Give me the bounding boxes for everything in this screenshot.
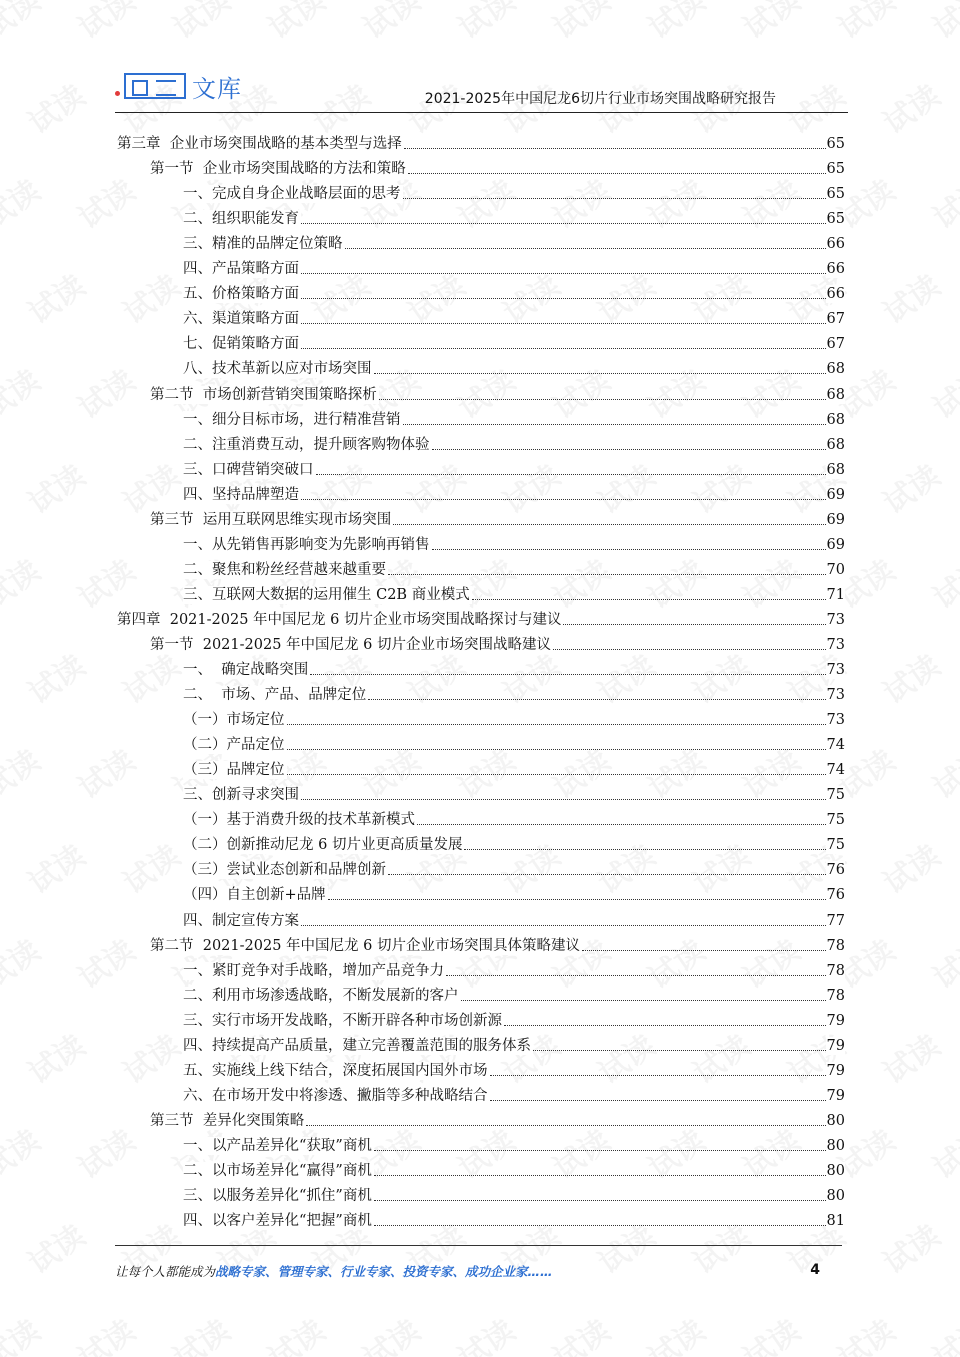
toc-entry[interactable] [117, 328, 845, 353]
toc-leader-dots [287, 724, 826, 725]
toc-entry-page: 76 [826, 887, 845, 904]
toc-entry-page: 79 [826, 1087, 845, 1104]
toc-entry-title: 二、利用市场渗透战略，不断发展新的客户 [183, 987, 459, 1004]
toc-leader-dots [316, 474, 826, 475]
watermark-text [828, 0, 902, 47]
watermark-text [68, 1307, 142, 1357]
toc-entry[interactable] [117, 228, 845, 253]
toc-entry-title: 二、以市场差异化“赢得”商机 [183, 1162, 372, 1179]
toc-entry-page: 68 [826, 386, 845, 403]
watermark-text [733, 0, 807, 47]
toc-entry-page: 67 [826, 311, 845, 328]
toc-leader-dots [446, 975, 826, 976]
toc-entry[interactable] [117, 704, 845, 729]
watermark-text [353, 1307, 427, 1357]
toc-leader-dots [301, 799, 826, 800]
watermark-text [18, 262, 92, 332]
toc-entry-page: 77 [826, 912, 845, 929]
toc-entry-page: 65 [826, 161, 845, 178]
toc-entry[interactable] [117, 253, 845, 278]
toc-leader-dots [403, 424, 826, 425]
toc-entry-title: 二、组织职能发育 [183, 211, 299, 228]
toc-leader-dots [563, 624, 825, 625]
toc-entry[interactable] [117, 529, 845, 554]
watermark-text [873, 1212, 947, 1282]
toc-entry-page: 73 [826, 662, 845, 679]
toc-leader-dots [472, 599, 826, 600]
watermark-text [873, 642, 947, 712]
toc-leader-dots [301, 273, 826, 274]
toc-entry-page: 67 [826, 336, 845, 353]
toc-entry[interactable] [117, 604, 845, 629]
toc-leader-dots [432, 549, 826, 550]
toc-entry-title: 五、价格策略方面 [183, 286, 299, 303]
toc-entry[interactable] [117, 754, 845, 779]
logo-dot-icon [115, 91, 120, 96]
watermark-text [543, 1307, 617, 1357]
toc-entry[interactable] [117, 128, 845, 153]
page-footer [115, 1262, 820, 1280]
toc-entry-title: （一）市场定位 [183, 712, 285, 729]
table-of-contents [117, 128, 845, 1230]
watermark-text [923, 167, 960, 237]
watermark-text [0, 547, 47, 617]
watermark-text [873, 262, 947, 332]
watermark-text [68, 0, 142, 47]
watermark-text [0, 737, 47, 807]
toc-entry-page: 71 [826, 586, 845, 603]
toc-entry-title: 三、口碑营销突破口 [183, 461, 314, 478]
toc-entry-title: 三、创新寻求突围 [183, 787, 299, 804]
footer-divider [115, 1245, 842, 1246]
toc-entry-title: 四、持续提高产品质量，建立完善覆盖范围的服务体系 [183, 1037, 531, 1054]
toc-entry-title: 七、促销策略方面 [183, 336, 299, 353]
watermark-text [448, 1307, 522, 1357]
toc-entry-title: 一、 确定战略突围 [183, 662, 309, 679]
watermark-text [163, 0, 237, 47]
toc-leader-dots [417, 824, 826, 825]
watermark-text [873, 452, 947, 522]
watermark-text [733, 1307, 807, 1357]
toc-entry-page: 79 [826, 1012, 845, 1029]
watermark-text [543, 0, 617, 47]
toc-entry[interactable] [117, 353, 845, 378]
toc-entry[interactable] [117, 904, 845, 929]
toc-entry[interactable] [117, 303, 845, 328]
toc-leader-dots [301, 298, 826, 299]
watermark-text [18, 642, 92, 712]
toc-entry[interactable] [117, 203, 845, 228]
toc-entry-page: 68 [826, 411, 845, 428]
toc-entry-page: 80 [826, 1137, 845, 1154]
toc-entry-page: 65 [826, 211, 845, 228]
toc-entry-page: 66 [826, 286, 845, 303]
watermark-text [638, 1307, 712, 1357]
watermark-text [923, 737, 960, 807]
watermark-text [0, 0, 47, 47]
toc-entry[interactable] [117, 854, 845, 879]
footer-slogan-prefix: 让每个人都能成为 [115, 1264, 216, 1279]
toc-leader-dots [374, 1200, 826, 1201]
toc-entry-page: 69 [826, 486, 845, 503]
toc-entry-title: 四、产品策略方面 [183, 261, 299, 278]
watermark-text [923, 1117, 960, 1187]
toc-entry[interactable] [117, 1005, 845, 1030]
watermark-text [923, 927, 960, 997]
document-title: 2021-2025年中国尼龙6切片行业市场突围战略研究报告 [424, 91, 776, 107]
toc-entry-page: 68 [826, 461, 845, 478]
toc-leader-dots [379, 399, 826, 400]
toc-entry-title: 第三节 差异化突围策略 [150, 1112, 305, 1129]
watermark-text [163, 1307, 237, 1357]
toc-entry-title: （三）品牌定位 [183, 762, 285, 779]
watermark-text [0, 357, 47, 427]
watermark-text [18, 1212, 92, 1282]
toc-entry-title: 四、制定宣传方案 [183, 912, 299, 929]
toc-entry-page: 80 [826, 1112, 845, 1129]
toc-entry[interactable] [117, 1055, 845, 1080]
toc-entry-title: 一、从先销售再影响变为先影响再销售 [183, 536, 430, 553]
footer-slogan-roles: 战略专家、管理专家、行业专家、投资专家、成功企业家…… [215, 1264, 553, 1279]
toc-entry-page: 65 [826, 136, 845, 153]
toc-entry-page: 74 [826, 762, 845, 779]
toc-entry[interactable] [117, 930, 845, 955]
toc-entry-page: 68 [826, 436, 845, 453]
toc-leader-dots [374, 1175, 826, 1176]
watermark-text [923, 1307, 960, 1357]
toc-leader-dots [345, 248, 826, 249]
toc-leader-dots [408, 173, 826, 174]
toc-entry[interactable] [117, 579, 845, 604]
toc-leader-dots [368, 699, 825, 700]
watermark-text [0, 927, 47, 997]
watermark-text [258, 0, 332, 47]
toc-entry-title: 三、互联网大数据的运用催生 C2B 商业模式 [183, 586, 470, 603]
toc-entry-title: 一、以产品差异化“获取”商机 [183, 1137, 372, 1154]
toc-entry-title: 一、细分目标市场，进行精准营销 [183, 411, 401, 428]
toc-entry-title: 八、技术革新以应对市场突围 [183, 361, 372, 378]
toc-leader-dots [287, 749, 826, 750]
toc-entry-page: 78 [826, 962, 845, 979]
toc-entry-title: 第四章 2021-2025 年中国尼龙 6 切片企业市场突围战略探讨与建议 [117, 611, 562, 628]
toc-leader-dots [582, 950, 826, 951]
toc-leader-dots [553, 649, 826, 650]
toc-entry[interactable] [117, 879, 845, 904]
toc-entry[interactable] [117, 829, 845, 854]
toc-entry-title: 六、在市场开发中将渗透、撇脂等多种战略结合 [183, 1087, 488, 1104]
watermark-text [873, 832, 947, 902]
toc-entry-title: 五、实施线上线下结合，深度拓展国内国外市场 [183, 1062, 488, 1079]
watermark-text [923, 357, 960, 427]
toc-entry[interactable] [117, 1155, 845, 1180]
toc-entry[interactable] [117, 1105, 845, 1130]
toc-entry[interactable] [117, 479, 845, 504]
toc-entry-title: 二、聚焦和粉丝经营越来越重要 [183, 561, 386, 578]
toc-leader-dots [533, 1050, 826, 1051]
toc-entry[interactable] [117, 454, 845, 479]
toc-entry-page: 70 [826, 561, 845, 578]
toc-entry[interactable] [117, 779, 845, 804]
toc-leader-dots [301, 925, 826, 926]
logo-mark-icon [124, 73, 186, 99]
toc-entry-page: 69 [826, 536, 845, 553]
toc-entry[interactable] [117, 378, 845, 403]
toc-leader-dots [403, 198, 826, 199]
toc-entry-page: 74 [826, 737, 845, 754]
toc-leader-dots [388, 874, 826, 875]
toc-entry[interactable] [117, 153, 845, 178]
toc-leader-dots [490, 1075, 826, 1076]
toc-entry-title: 第二节 2021-2025 年中国尼龙 6 切片企业市场突围具体策略建议 [150, 937, 580, 954]
toc-entry-page: 69 [826, 511, 845, 528]
toc-leader-dots [461, 1000, 826, 1001]
toc-entry[interactable] [117, 1080, 845, 1105]
watermark-text [0, 167, 47, 237]
toc-leader-dots [301, 223, 826, 224]
toc-entry[interactable] [117, 1180, 845, 1205]
toc-entry-page: 66 [826, 236, 845, 253]
toc-entry-page: 73 [826, 636, 845, 653]
toc-entry-page: 79 [826, 1037, 845, 1054]
watermark-text [923, 0, 960, 47]
toc-leader-dots [393, 524, 825, 525]
watermark-text [828, 1307, 902, 1357]
toc-entry[interactable] [117, 278, 845, 303]
watermark-text [923, 547, 960, 617]
toc-leader-dots [328, 899, 826, 900]
toc-entry-title: （三）尝试业态创新和品牌创新 [183, 862, 386, 879]
toc-entry-title: 四、以客户差异化“把握”商机 [183, 1213, 372, 1230]
logo [115, 70, 242, 102]
toc-entry-title: 第三节 运用互联网思维实现市场突围 [150, 511, 392, 528]
toc-entry-page: 80 [826, 1162, 845, 1179]
toc-entry-title: 第三章 企业市场突围战略的基本类型与选择 [117, 136, 402, 153]
toc-leader-dots [310, 674, 825, 675]
watermark-text [873, 1022, 947, 1092]
toc-entry[interactable] [117, 804, 845, 829]
toc-entry[interactable] [117, 429, 845, 454]
toc-entry-page: 65 [826, 186, 845, 203]
toc-leader-dots [388, 574, 826, 575]
toc-entry[interactable] [117, 404, 845, 429]
watermark-text [18, 832, 92, 902]
watermark-text [0, 1307, 47, 1357]
toc-entry-page: 75 [826, 837, 845, 854]
toc-entry-title: 三、以服务差异化“抓住”商机 [183, 1188, 372, 1205]
toc-leader-dots [490, 1100, 826, 1101]
toc-entry[interactable] [117, 629, 845, 654]
logo-text: 文库 [192, 74, 242, 103]
toc-entry-page: 80 [826, 1188, 845, 1205]
watermark-text [18, 452, 92, 522]
toc-leader-dots [464, 849, 825, 850]
toc-entry-page: 81 [826, 1213, 845, 1230]
toc-entry-title: 二、注重消费互动，提升顾客购物体验 [183, 436, 430, 453]
toc-entry-page: 68 [826, 361, 845, 378]
page-header [115, 66, 848, 113]
toc-leader-dots [432, 449, 826, 450]
toc-entry-page: 66 [826, 261, 845, 278]
toc-entry-page: 73 [826, 687, 845, 704]
toc-entry[interactable] [117, 1205, 845, 1230]
toc-leader-dots [374, 373, 826, 374]
toc-entry-page: 79 [826, 1062, 845, 1079]
toc-entry-title: 第二节 市场创新营销突围策略探析 [150, 386, 377, 403]
page-number: 4 [810, 1262, 820, 1278]
toc-entry-title: （二）产品定位 [183, 737, 285, 754]
watermark-text [18, 72, 92, 142]
toc-leader-dots [404, 148, 826, 149]
toc-leader-dots [301, 499, 826, 500]
toc-entry[interactable] [117, 178, 845, 203]
toc-entry-title: 六、渠道策略方面 [183, 311, 299, 328]
toc-entry-title: （二）创新推动尼龙 6 切片业更高质量发展 [183, 837, 463, 854]
watermark-text [873, 72, 947, 142]
toc-entry-title: 第一节 企业市场突围战略的方法和策略 [150, 161, 406, 178]
watermark-text [638, 0, 712, 47]
toc-entry-title: 第一节 2021-2025 年中国尼龙 6 切片企业市场突围战略建议 [150, 636, 551, 653]
toc-leader-dots [287, 774, 826, 775]
toc-entry-page: 73 [826, 611, 845, 628]
toc-entry-page: 75 [826, 787, 845, 804]
toc-entry-title: （一）基于消费升级的技术革新模式 [183, 812, 415, 829]
toc-entry-page: 73 [826, 712, 845, 729]
toc-entry-page: 75 [826, 812, 845, 829]
toc-entry-title: 三、实行市场开发战略，不断开辟各种市场创新源 [183, 1012, 502, 1029]
toc-leader-dots [504, 1025, 826, 1026]
toc-entry[interactable] [117, 1030, 845, 1055]
toc-leader-dots [301, 348, 826, 349]
toc-entry[interactable] [117, 679, 845, 704]
toc-entry-page: 78 [826, 987, 845, 1004]
toc-entry-title: 一、紧盯竞争对手战略，增加产品竞争力 [183, 962, 444, 979]
toc-leader-dots [301, 323, 826, 324]
toc-entry[interactable] [117, 980, 845, 1005]
toc-entry-title: 三、精准的品牌定位策略 [183, 236, 343, 253]
toc-entry[interactable] [117, 504, 845, 529]
toc-entry[interactable] [117, 729, 845, 754]
watermark-text [0, 1117, 47, 1187]
toc-entry[interactable] [117, 654, 845, 679]
toc-entry-title: 四、坚持品牌塑造 [183, 486, 299, 503]
watermark-text [448, 0, 522, 47]
toc-leader-dots [374, 1225, 826, 1226]
toc-leader-dots [374, 1150, 826, 1151]
toc-entry-page: 76 [826, 862, 845, 879]
toc-entry[interactable] [117, 1130, 845, 1155]
toc-entry-page: 78 [826, 937, 845, 954]
watermark-text [353, 0, 427, 47]
watermark-text [258, 1307, 332, 1357]
toc-entry[interactable] [117, 955, 845, 980]
toc-entry[interactable] [117, 554, 845, 579]
toc-entry-title: 一、完成自身企业战略层面的思考 [183, 186, 401, 203]
toc-entry-title: （四）自主创新+品牌 [183, 887, 326, 904]
toc-leader-dots [306, 1125, 825, 1126]
watermark-text [18, 1022, 92, 1092]
toc-entry-title: 二、 市场、产品、品牌定位 [183, 687, 367, 704]
